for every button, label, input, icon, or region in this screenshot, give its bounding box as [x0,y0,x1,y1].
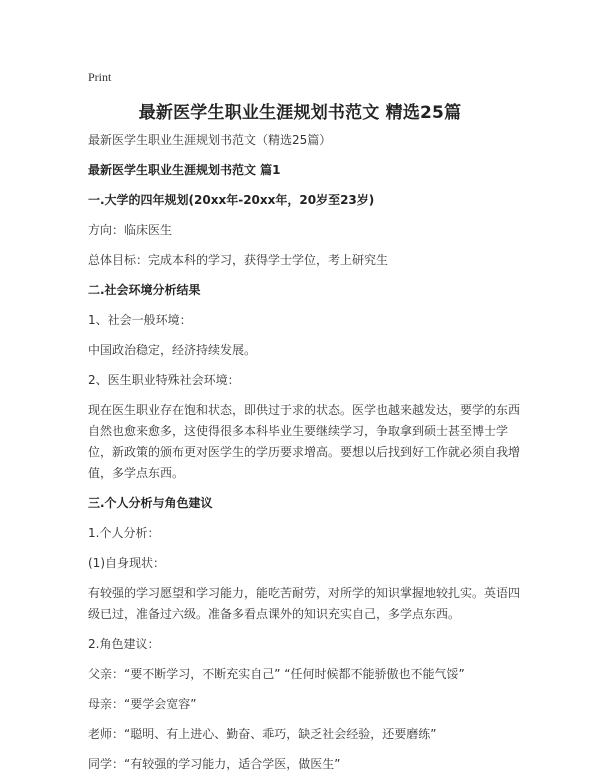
mother-advice: 母亲：“要学会宽容” [88,697,197,711]
father-advice: 父亲：“要不断学习，不断充实自己” “任何时候都不能骄傲也不能气馁” [88,667,465,681]
classmate-advice: 同学：“有较强的学习能力，适合学医，做医生” [88,757,341,771]
direction-text: 方向：临床医生 [88,223,173,237]
section3-heading: 三.个人分析与角色建议 [88,496,213,510]
self-status-label: (1)自身现状： [88,556,165,570]
overall-goal-text: 总体目标：完成本科的学习，获得学士学位，考上研究生 [88,253,389,267]
env1-text: 中国政治稳定，经济持续发展。 [88,343,257,357]
article-title: 最新医学生职业生涯规划书范文 篇1 [88,163,281,177]
env1-label: 1、社会一般环境： [88,313,192,327]
teacher-advice: 老师：“聪明、有上进心、勤奋、乖巧，缺乏社会经验，还要磨练” [88,727,437,741]
document-body [88,130,522,784]
self-status-text: 有较强的学习愿望和学习能力，能吃苦耐劳，对所学的知识掌握地较扎实。英语四级已过，准备过六级。准备多看点课外的知识充实自己，多学点东西。 [88,586,521,621]
section2-heading: 二.社会环境分析结果 [88,283,201,297]
section1-heading: 一.大学的四年规划(20xx年-20xx年，20岁至23岁) [88,193,375,207]
print-label: Print [88,70,112,84]
role-advice-label: 2.角色建议： [88,637,160,651]
env2-text: 现在医生职业存在饱和状态，即供过于求的状态。医学也越来越发达，要学的东西自然也愈来愈多，这使得很多本科毕业生要继续学习，争取拿到硕士甚至博士学位，新政策的颁布更对医学生的学历要求增高。要想以后找到好工作就必须自我增值，多学点东西。 [88,403,521,480]
personal-analysis-label: 1.个人分析： [88,526,160,540]
env2-label: 2、医生职业特殊社会环境： [88,373,240,387]
document-title: 最新医学生职业生涯规划书范文 精选25篇 [138,103,462,123]
subtitle: 最新医学生职业生涯规划书范文（精选25篇） [88,133,332,147]
